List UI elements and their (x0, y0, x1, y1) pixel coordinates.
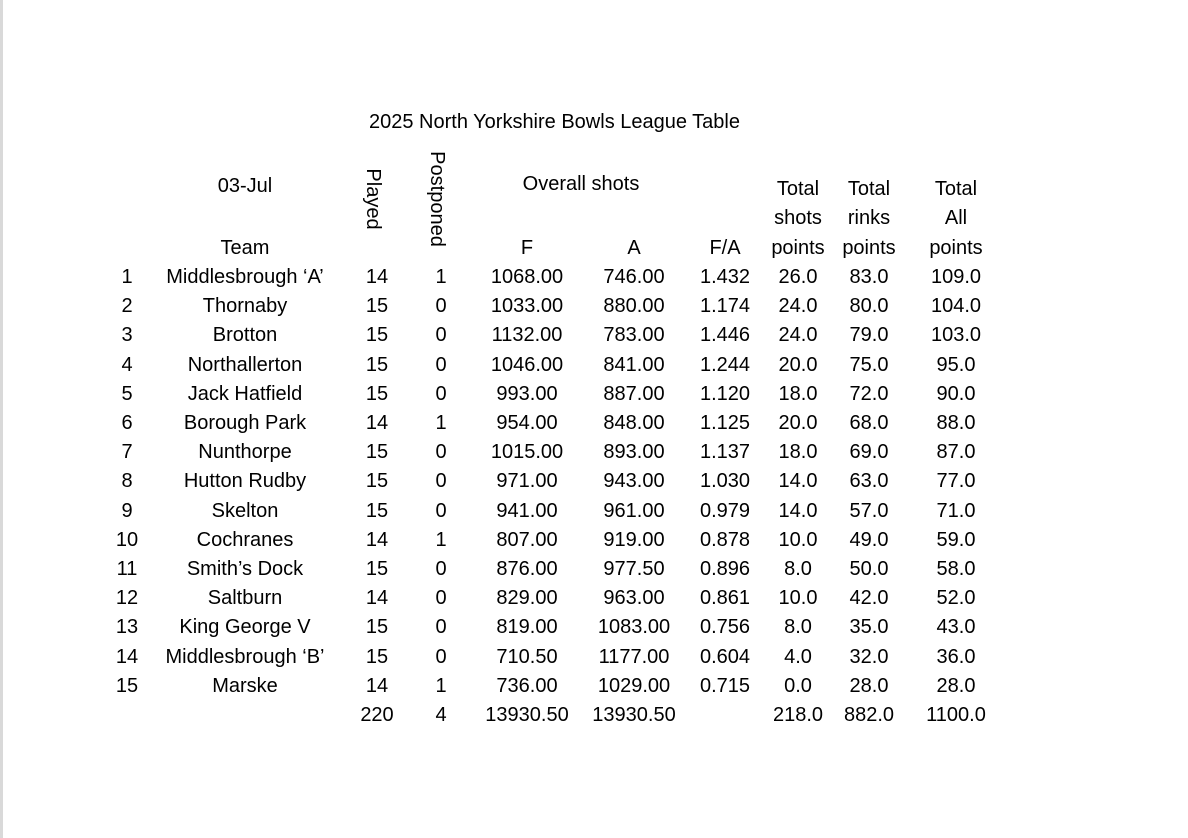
played-cell: 14 (365, 266, 389, 288)
position-cell: 6 (121, 412, 133, 434)
ratio-cell: 0.715 (699, 675, 751, 697)
shots-points-cell: 14.0 (778, 470, 818, 492)
postponed-cell: 1 (435, 266, 447, 288)
against-cell: 943.00 (603, 470, 665, 492)
ratio-cell: 1.030 (699, 470, 751, 492)
against-cell: 893.00 (603, 441, 665, 463)
rinks-points-cell: 50.0 (849, 558, 889, 580)
for-cell: 1033.00 (490, 295, 564, 317)
against-total: 13930.50 (592, 704, 676, 726)
team-cell: Nunthorpe (198, 441, 292, 463)
rinks-points-header-line2: rinks (847, 207, 891, 229)
rinks-points-total: 882.0 (843, 704, 895, 726)
overall-shots-header: Overall shots (522, 173, 640, 195)
rinks-points-header-line3: points (842, 237, 896, 259)
for-cell: 1068.00 (490, 266, 564, 288)
postponed-total: 4 (435, 704, 447, 726)
played-header: Played (362, 168, 384, 230)
against-cell: 746.00 (603, 266, 665, 288)
shots-points-header-line1: Total (776, 178, 820, 200)
all-points-cell: 59.0 (936, 529, 976, 551)
all-points-cell: 58.0 (936, 558, 976, 580)
ratio-cell: 1.137 (699, 441, 751, 463)
position-cell: 4 (121, 354, 133, 376)
shots-points-header-line2: shots (774, 207, 822, 229)
shots-points-cell: 24.0 (778, 324, 818, 346)
table-row (0, 499, 1188, 528)
team-cell: Middlesbrough ‘A’ (166, 266, 324, 288)
rinks-points-cell: 69.0 (849, 441, 889, 463)
played-total: 220 (360, 704, 394, 726)
all-points-header-line2: All (944, 207, 968, 229)
team-cell: Cochranes (196, 529, 294, 551)
played-cell: 15 (365, 616, 389, 638)
table-title: 2025 North Yorkshire Bowls League Table (369, 111, 740, 133)
against-cell: 961.00 (603, 500, 665, 522)
table-row (0, 265, 1188, 294)
position-cell: 8 (121, 470, 133, 492)
postponed-cell: 0 (435, 500, 447, 522)
played-cell: 14 (365, 587, 389, 609)
all-points-cell: 28.0 (936, 675, 976, 697)
table-row (0, 557, 1188, 586)
all-points-cell: 36.0 (936, 646, 976, 668)
rinks-points-cell: 79.0 (849, 324, 889, 346)
all-points-cell: 88.0 (936, 412, 976, 434)
postponed-cell: 1 (435, 675, 447, 697)
position-cell: 1 (121, 266, 133, 288)
shots-points-total: 218.0 (772, 704, 824, 726)
played-cell: 14 (365, 529, 389, 551)
postponed-cell: 0 (435, 646, 447, 668)
table-row (0, 353, 1188, 382)
for-cell: 710.50 (496, 646, 558, 668)
against-cell: 1029.00 (597, 675, 671, 697)
rinks-points-cell: 68.0 (849, 412, 889, 434)
all-points-header-line1: Total (934, 178, 978, 200)
against-cell: 841.00 (603, 354, 665, 376)
ratio-cell: 0.756 (699, 616, 751, 638)
shots-points-cell: 20.0 (778, 354, 818, 376)
position-cell: 3 (121, 324, 133, 346)
rinks-points-cell: 63.0 (849, 470, 889, 492)
position-cell: 11 (116, 558, 138, 580)
rinks-points-cell: 28.0 (849, 675, 889, 697)
for-total: 13930.50 (485, 704, 569, 726)
shots-points-cell: 0.0 (784, 675, 812, 697)
against-cell: 963.00 (603, 587, 665, 609)
position-cell: 7 (121, 441, 133, 463)
rinks-points-cell: 35.0 (849, 616, 889, 638)
played-cell: 14 (365, 675, 389, 697)
postponed-cell: 1 (435, 529, 447, 551)
ratio-cell: 1.244 (699, 354, 751, 376)
all-points-header-line3: points (929, 237, 983, 259)
against-header: A (627, 237, 641, 259)
team-cell: Thornaby (202, 295, 288, 317)
played-cell: 15 (365, 558, 389, 580)
against-cell: 1177.00 (598, 646, 670, 668)
for-header: F (520, 237, 534, 259)
ratio-header: F/A (709, 237, 741, 259)
postponed-cell: 0 (435, 470, 447, 492)
for-cell: 993.00 (496, 383, 558, 405)
table-row (0, 469, 1188, 498)
played-cell: 15 (365, 295, 389, 317)
position-cell: 12 (115, 587, 139, 609)
team-cell: Brotton (212, 324, 278, 346)
ratio-cell: 0.861 (699, 587, 751, 609)
date-label: 03-Jul (217, 175, 273, 197)
all-points-cell: 87.0 (936, 441, 976, 463)
ratio-cell: 0.979 (699, 500, 751, 522)
postponed-cell: 1 (435, 412, 447, 434)
shots-points-cell: 10.0 (778, 587, 818, 609)
all-points-cell: 95.0 (936, 354, 976, 376)
all-points-cell: 77.0 (936, 470, 976, 492)
played-cell: 14 (365, 412, 389, 434)
played-cell: 15 (365, 646, 389, 668)
for-cell: 736.00 (496, 675, 558, 697)
rinks-points-cell: 42.0 (849, 587, 889, 609)
ratio-cell: 1.446 (699, 324, 751, 346)
postponed-cell: 0 (435, 587, 447, 609)
shots-points-cell: 18.0 (778, 383, 818, 405)
played-cell: 15 (365, 324, 389, 346)
postponed-cell: 0 (435, 383, 447, 405)
table-row (0, 645, 1188, 674)
for-cell: 941.00 (496, 500, 558, 522)
team-cell: Borough Park (183, 412, 307, 434)
shots-points-cell: 18.0 (778, 441, 818, 463)
rinks-points-cell: 83.0 (849, 266, 889, 288)
played-cell: 15 (365, 500, 389, 522)
rinks-points-cell: 57.0 (849, 500, 889, 522)
rinks-points-cell: 72.0 (849, 383, 889, 405)
shots-points-cell: 20.0 (778, 412, 818, 434)
team-cell: Jack Hatfield (187, 383, 303, 405)
for-cell: 876.00 (496, 558, 558, 580)
all-points-cell: 103.0 (930, 324, 982, 346)
shots-points-cell: 8.0 (784, 558, 812, 580)
rinks-points-cell: 49.0 (849, 529, 889, 551)
postponed-header: Postponed (426, 151, 448, 247)
for-cell: 1046.00 (490, 354, 564, 376)
for-cell: 807.00 (496, 529, 558, 551)
all-points-cell: 43.0 (936, 616, 976, 638)
shots-points-header-line3: points (771, 237, 825, 259)
ratio-cell: 1.432 (699, 266, 751, 288)
shots-points-cell: 4.0 (784, 646, 812, 668)
postponed-cell: 0 (435, 441, 447, 463)
table-row (0, 440, 1188, 469)
position-cell: 15 (115, 675, 139, 697)
postponed-cell: 0 (435, 558, 447, 580)
for-cell: 829.00 (496, 587, 558, 609)
shots-points-cell: 10.0 (778, 529, 818, 551)
team-cell: King George V (179, 616, 311, 638)
played-cell: 15 (365, 383, 389, 405)
all-points-cell: 104.0 (930, 295, 982, 317)
position-cell: 5 (121, 383, 133, 405)
position-cell: 13 (115, 616, 139, 638)
shots-points-cell: 26.0 (778, 266, 818, 288)
ratio-cell: 1.120 (699, 383, 751, 405)
team-cell: Saltburn (207, 587, 283, 609)
against-cell: 1083.00 (597, 616, 671, 638)
ratio-cell: 0.896 (699, 558, 751, 580)
postponed-cell: 0 (435, 295, 447, 317)
table-row (0, 586, 1188, 615)
rinks-points-cell: 75.0 (849, 354, 889, 376)
ratio-cell: 1.125 (699, 412, 751, 434)
position-cell: 2 (121, 295, 133, 317)
all-points-cell: 109.0 (930, 266, 982, 288)
team-cell: Northallerton (187, 354, 303, 376)
rinks-points-header-line1: Total (847, 178, 891, 200)
played-cell: 15 (365, 470, 389, 492)
team-cell: Middlesbrough ‘B’ (165, 646, 325, 668)
ratio-cell: 0.878 (699, 529, 751, 551)
all-points-cell: 90.0 (936, 383, 976, 405)
against-cell: 848.00 (603, 412, 665, 434)
shots-points-cell: 14.0 (778, 500, 818, 522)
against-cell: 887.00 (603, 383, 665, 405)
for-cell: 1015.00 (490, 441, 564, 463)
table-row (0, 528, 1188, 557)
shots-points-cell: 24.0 (778, 295, 818, 317)
rinks-points-cell: 80.0 (849, 295, 889, 317)
shots-points-cell: 8.0 (784, 616, 812, 638)
table-row (0, 615, 1188, 644)
totals-row (0, 703, 1188, 732)
for-cell: 819.00 (496, 616, 558, 638)
all-points-cell: 52.0 (936, 587, 976, 609)
against-cell: 977.50 (603, 558, 665, 580)
table-row (0, 323, 1188, 352)
table-row (0, 674, 1188, 703)
ratio-cell: 0.604 (699, 646, 751, 668)
played-cell: 15 (365, 441, 389, 463)
team-cell: Smith’s Dock (186, 558, 304, 580)
position-cell: 10 (115, 529, 139, 551)
for-cell: 971.00 (496, 470, 558, 492)
ratio-cell: 1.174 (699, 295, 751, 317)
table-row (0, 294, 1188, 323)
team-header: Team (220, 237, 270, 259)
table-row (0, 382, 1188, 411)
postponed-cell: 0 (435, 354, 447, 376)
against-cell: 783.00 (603, 324, 665, 346)
against-cell: 880.00 (603, 295, 665, 317)
position-cell: 9 (121, 500, 133, 522)
table-row (0, 411, 1188, 440)
team-cell: Skelton (211, 500, 279, 522)
team-cell: Marske (212, 675, 278, 697)
against-cell: 919.00 (603, 529, 665, 551)
team-cell: Hutton Rudby (183, 470, 307, 492)
postponed-cell: 0 (435, 324, 447, 346)
all-points-cell: 71.0 (936, 500, 976, 522)
for-cell: 954.00 (496, 412, 558, 434)
played-cell: 15 (365, 354, 389, 376)
for-cell: 1132.00 (491, 324, 563, 346)
all-points-total: 1100.0 (926, 704, 986, 726)
position-cell: 14 (115, 646, 139, 668)
postponed-cell: 0 (435, 616, 447, 638)
rinks-points-cell: 32.0 (849, 646, 889, 668)
